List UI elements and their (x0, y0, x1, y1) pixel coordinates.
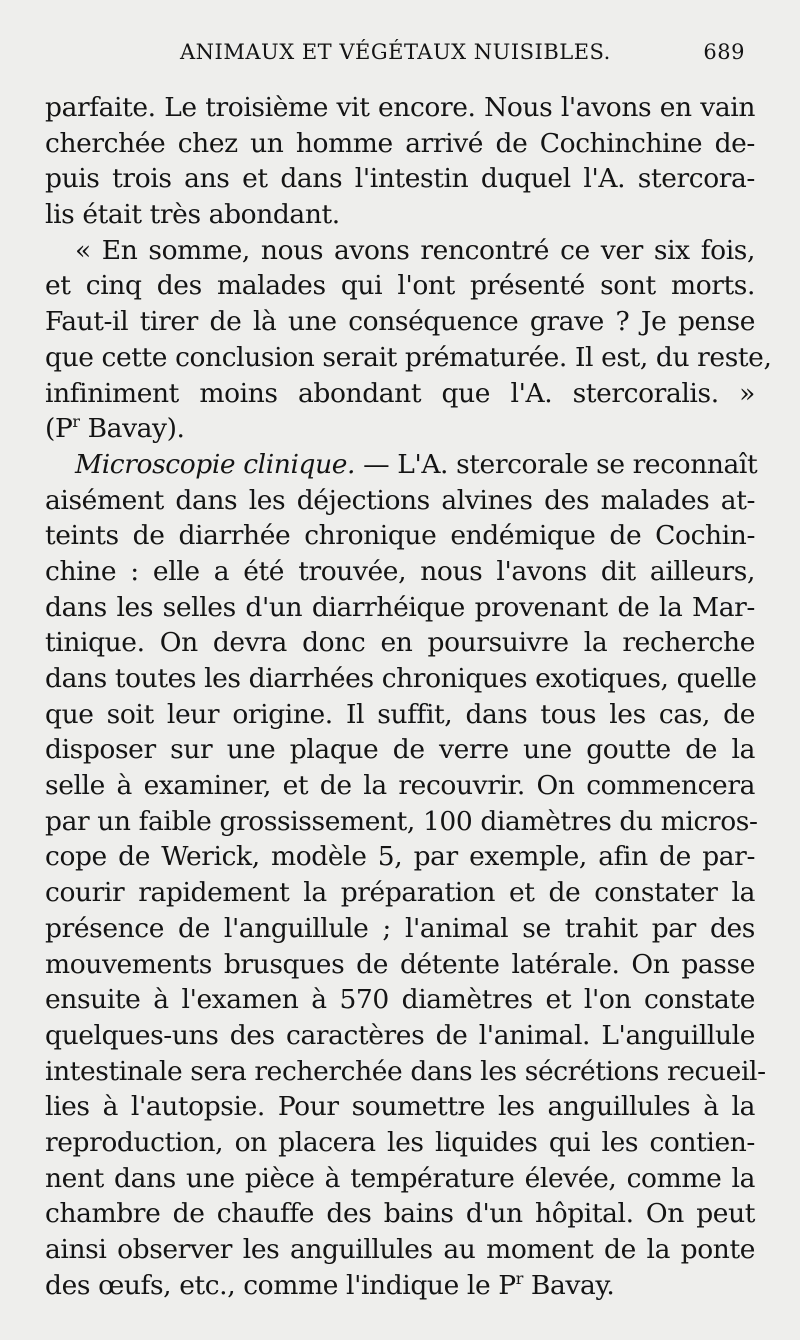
paragraph (45, 90, 755, 233)
text-line: intestinale sera recherchée dans les sécrétions recueil- (45, 1055, 766, 1087)
text-line: ainsi observer les anguillules au moment de la ponte (45, 1234, 755, 1265)
text-line: ensuite à l'examen à 570 diamètres et l'on constate (45, 984, 755, 1016)
text-line: parfaite. Le troisième vit encore. Nous l'avons en vain (45, 92, 755, 123)
text-line: et cinq des malades qui l'ont présenté sont morts. (45, 270, 755, 302)
text-run: — L'A. stercorale se reconnaît (355, 448, 758, 480)
superscript: r (72, 412, 80, 432)
text-line: dans toutes les diarrhées chroniques exotiques, quelle (45, 663, 757, 694)
text-line: disposer sur une plaque de verre une goutte de la (45, 734, 755, 766)
text-line: selle à examiner, et de la recouvrir. On commencera (45, 770, 755, 802)
text-line: chambre de chauffe des bains d'un hôpital. On peut (45, 1198, 755, 1230)
text-line (45, 447, 758, 483)
attribution-line (45, 411, 755, 447)
section-run-in-heading: Microscopie clinique. (75, 448, 356, 480)
text-line: chine : elle a été trouvée, nous l'avons dit ailleurs, (45, 555, 755, 587)
text-line: tinique. On devra donc en poursuivre la recherche (45, 627, 755, 659)
running-title: ANIMAUX ET VÉGÉTAUX NUISIBLES. (180, 40, 611, 64)
text-line: infiniment moins abondant que l'A. stercoralis. » (45, 377, 755, 409)
text-line: nent dans une pièce à température élevée, comme la (45, 1162, 755, 1194)
paragraph (45, 233, 772, 447)
superscript: r (515, 1268, 523, 1288)
closing-open: des œufs, etc., comme l'indique le P (45, 1269, 516, 1301)
text-line: aisément dans les déjections alvines des malades at- (45, 484, 755, 516)
text-line: cherchée chez un homme arrivé de Cochinchine de- (45, 127, 755, 159)
text-line: « En somme, nous avons rencontré ce ver six fois, (75, 234, 755, 266)
text-line: que soit leur origine. Il suffit, dans tous les cas, de (45, 698, 755, 730)
text-line: quelques-uns des caractères de l'animal. L'anguillule (45, 1019, 755, 1051)
text-line: teints de diarrhée chronique endémique de Cochin- (45, 520, 755, 552)
paragraph (45, 447, 766, 1304)
closing-close: Bavay. (522, 1269, 615, 1301)
text-line: reproduction, on placera les liquides qui les contien- (45, 1126, 755, 1158)
text-line: que cette conclusion serait prématurée. Il est, du reste, (45, 341, 772, 373)
text-line: mouvements brusques de détente latérale. On passe (45, 948, 755, 980)
page-number: 689 (703, 40, 745, 64)
text-line: lies à l'autopsie. Pour soumettre les anguillules à la (45, 1091, 755, 1123)
closing-line (45, 1268, 755, 1304)
body-text (45, 90, 772, 1303)
page-header (150, 40, 745, 76)
text-line: puis trois ans et dans l'intestin duquel l'A. stercora- (45, 163, 755, 195)
text-line: courir rapidement la préparation et de constater la (45, 877, 755, 909)
attribution-open: (P (45, 413, 73, 445)
text-line: Faut-il tirer de là une conséquence grave ? Je pense (45, 306, 755, 338)
text-line: par un faible grossissement, 100 diamètres du micros- (45, 805, 758, 837)
text-line: dans les selles d'un diarrhéique provenant de la Mar- (45, 591, 755, 623)
text-line: présence de l'anguillule ; l'animal se trahit par des (45, 912, 755, 944)
attribution-close: Bavay). (79, 413, 185, 445)
text-line: lis était très abondant. (45, 199, 340, 231)
text-line: cope de Werick, modèle 5, par exemple, afin de par- (45, 841, 755, 873)
